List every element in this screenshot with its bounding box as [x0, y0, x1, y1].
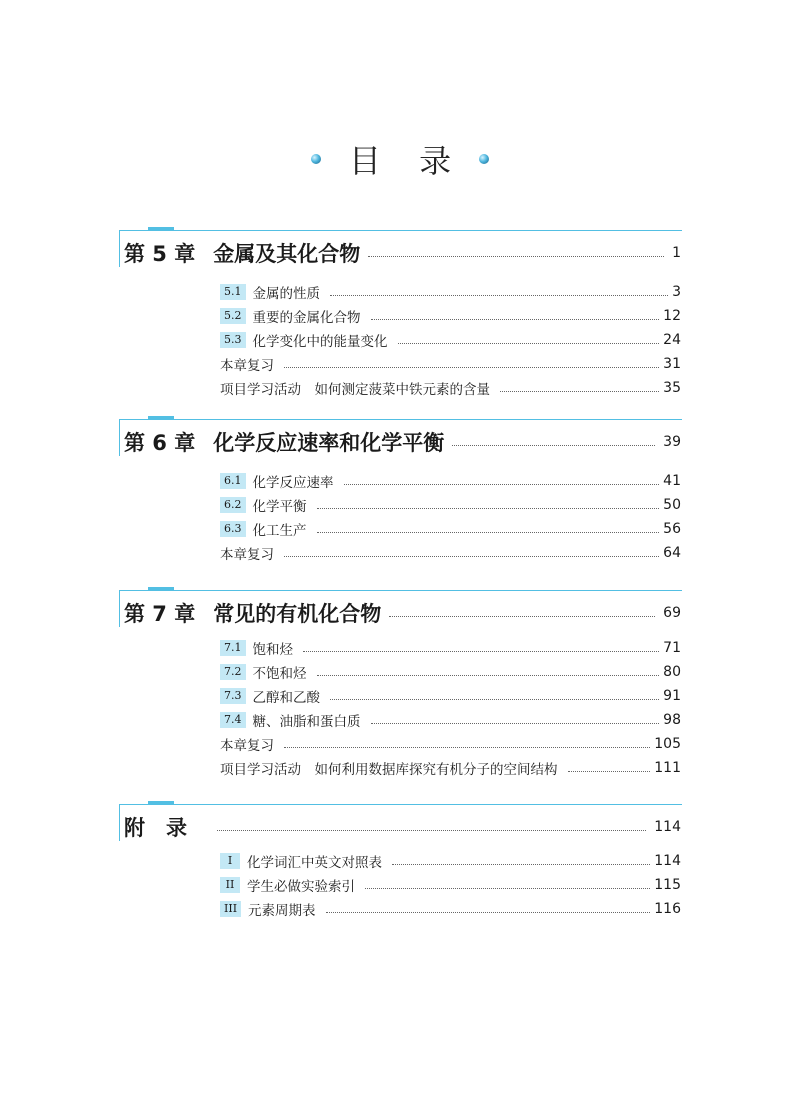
section-number-badge: 7.2	[220, 664, 246, 680]
appendix-entries	[220, 849, 681, 921]
entry-title: 不饱和烃	[252, 666, 307, 682]
toc-entry[interactable]	[220, 517, 681, 541]
dot-leader	[284, 555, 659, 557]
page-title-text: 目 录	[348, 142, 466, 180]
section-number-badge: 5.2	[220, 308, 246, 324]
dot-leader	[371, 318, 660, 320]
entry-page-number: 105	[654, 736, 681, 752]
entry-title: 化学平衡	[252, 499, 307, 515]
toc-entry[interactable]	[220, 280, 681, 304]
entry-title: 元素周期表	[248, 903, 316, 919]
toc-entry[interactable]	[220, 732, 681, 756]
entry-title: 乙醇和乙酸	[252, 690, 320, 706]
section-number-badge: I	[220, 853, 240, 869]
chapter-heading[interactable]	[124, 598, 681, 628]
dot-leader	[326, 911, 651, 913]
entry-title: 学生必做实验索引	[247, 879, 355, 895]
dot-leader	[284, 746, 650, 748]
dot-leader	[368, 255, 664, 257]
chapter-accent-bar	[148, 587, 174, 591]
chapter-entries	[220, 636, 681, 780]
entry-title: 化学词汇中英文对照表	[247, 855, 382, 871]
section-number-badge: 7.1	[220, 640, 246, 656]
entry-title: 本章复习	[220, 547, 274, 563]
chapter-accent-bar	[148, 227, 174, 231]
dot-leader	[317, 531, 660, 533]
dot-leader	[217, 829, 646, 831]
entry-title: 本章复习	[220, 358, 274, 374]
entry-page-number: 114	[654, 853, 681, 869]
toc-entry[interactable]	[220, 849, 681, 873]
entry-page-number: 31	[663, 356, 681, 372]
entry-page-number: 71	[663, 640, 681, 656]
chapter-label: 第 7 章	[124, 602, 196, 626]
entry-page-number: 50	[663, 497, 681, 513]
dot-leader	[500, 390, 659, 392]
entry-title: 项目学习活动 如何测定菠菜中铁元素的含量	[220, 382, 490, 398]
appendix-label: 附 录	[124, 816, 187, 840]
dot-leader	[389, 615, 655, 617]
dot-leader	[317, 674, 660, 676]
dot-leader	[344, 483, 660, 485]
entry-title: 化工生产	[252, 523, 307, 539]
dot-leader	[330, 698, 659, 700]
entry-title: 饱和烃	[252, 642, 293, 658]
dot-leader	[452, 444, 655, 446]
dot-leader	[392, 863, 650, 865]
entry-title: 糖、油脂和蛋白质	[252, 714, 361, 730]
appendix-heading[interactable]	[124, 812, 681, 842]
section-number-badge: 7.4	[220, 712, 246, 728]
toc-entry[interactable]	[220, 304, 681, 328]
entry-page-number: 80	[663, 664, 681, 680]
chapter-page-number: 1	[672, 245, 681, 261]
entry-page-number: 41	[663, 473, 681, 489]
entry-page-number: 111	[654, 760, 681, 776]
entry-page-number: 115	[654, 877, 681, 893]
chapter-page-number: 39	[663, 434, 681, 450]
dot-leader	[398, 342, 660, 344]
chapter-title: 金属及其化合物	[213, 242, 361, 266]
entry-page-number: 35	[663, 380, 681, 396]
toc-entry[interactable]	[220, 684, 681, 708]
chapter-heading[interactable]	[124, 427, 681, 457]
dot-leader	[330, 294, 668, 296]
chapter-label: 第 6 章	[124, 431, 196, 455]
entry-page-number: 12	[663, 308, 681, 324]
chapter-accent-bar	[148, 416, 174, 420]
entry-page-number: 91	[663, 688, 681, 704]
dot-leader	[371, 722, 660, 724]
dot-leader	[303, 650, 659, 652]
toc-entry[interactable]	[220, 328, 681, 352]
entry-title: 化学变化中的能量变化	[252, 334, 388, 350]
entry-title: 重要的金属化合物	[252, 310, 361, 326]
section-number-badge: 5.3	[220, 332, 246, 348]
toc-entry[interactable]	[220, 756, 681, 780]
section-number-badge: 5.1	[220, 284, 246, 300]
dot-leader	[284, 366, 659, 368]
chapter-accent-bar	[148, 801, 174, 805]
entry-page-number: 24	[663, 332, 681, 348]
section-number-badge: III	[220, 901, 241, 917]
section-number-badge: 6.3	[220, 521, 246, 537]
toc-entry[interactable]	[220, 660, 681, 684]
page-title	[0, 136, 800, 182]
chapter-label: 第 5 章	[124, 242, 196, 266]
toc-entry[interactable]	[220, 897, 681, 921]
chapter-title: 化学反应速率和化学平衡	[213, 431, 445, 455]
chapter-entries	[220, 469, 681, 565]
bullet-dot-icon	[311, 154, 321, 164]
entry-title: 化学反应速率	[252, 475, 334, 491]
dot-leader	[317, 507, 660, 509]
chapter-title: 常见的有机化合物	[213, 602, 382, 626]
toc-entry[interactable]	[220, 469, 681, 493]
entry-page-number: 3	[672, 284, 681, 300]
chapter-page-number: 114	[654, 819, 681, 835]
chapter-entries	[220, 280, 681, 400]
bullet-dot-icon	[479, 154, 489, 164]
entry-page-number: 64	[663, 545, 681, 561]
entry-page-number: 56	[663, 521, 681, 537]
entry-title: 本章复习	[220, 738, 274, 754]
toc-entry[interactable]	[220, 376, 681, 400]
chapter-heading[interactable]	[124, 238, 681, 268]
toc-entry[interactable]	[220, 493, 681, 517]
entry-page-number: 98	[663, 712, 681, 728]
section-number-badge: II	[220, 877, 240, 893]
entry-title: 项目学习活动 如何利用数据库探究有机分子的空间结构	[220, 762, 558, 778]
toc-entry[interactable]	[220, 352, 681, 376]
toc-entry[interactable]	[220, 541, 681, 565]
toc-entry[interactable]	[220, 636, 681, 660]
section-number-badge: 7.3	[220, 688, 246, 704]
entry-page-number: 116	[654, 901, 681, 917]
chapter-page-number: 69	[663, 605, 681, 621]
section-number-badge: 6.1	[220, 473, 246, 489]
dot-leader	[568, 770, 651, 772]
toc-entry[interactable]	[220, 873, 681, 897]
toc-entry[interactable]	[220, 708, 681, 732]
dot-leader	[365, 887, 650, 889]
section-number-badge: 6.2	[220, 497, 246, 513]
entry-title: 金属的性质	[252, 286, 320, 302]
